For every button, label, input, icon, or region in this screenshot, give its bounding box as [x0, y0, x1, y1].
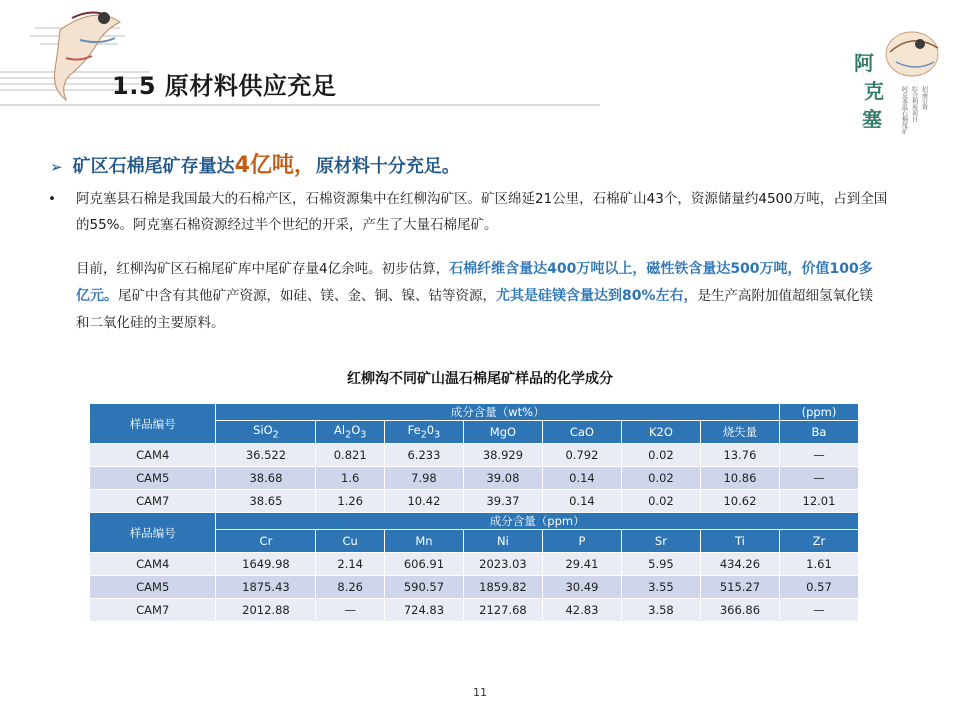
- column-header: Mn: [384, 530, 463, 553]
- headline: [50, 148, 460, 179]
- column-header: K2O: [621, 421, 700, 444]
- table-cell: 7.98: [384, 467, 463, 490]
- svg-text:克: 克: [864, 79, 884, 103]
- table-cell: 8.26: [316, 576, 384, 599]
- ppm-group-header: 成分含量（ppm）: [216, 513, 859, 530]
- svg-text:招商引资: 招商引资: [920, 86, 928, 110]
- svg-text:塞: 塞: [862, 107, 882, 131]
- column-header: Ba: [779, 421, 858, 444]
- table-cell: 42.83: [542, 599, 621, 622]
- wt-percent-header: 成分含量（wt%）: [216, 404, 780, 421]
- ppm-header: (ppm): [779, 404, 858, 421]
- table-cell: 2012.88: [216, 599, 316, 622]
- headline-post: 原材料十分充足。: [315, 156, 460, 177]
- table-cell: 0.02: [621, 467, 700, 490]
- table-cell: 590.57: [384, 576, 463, 599]
- table-cell: 1.61: [779, 553, 858, 576]
- table-cell: 12.01: [779, 490, 858, 513]
- column-header: Cu: [316, 530, 384, 553]
- table-row: [90, 553, 859, 576]
- table-cell: CAM5: [90, 576, 216, 599]
- bullet-dot: •: [48, 191, 56, 207]
- column-header: P: [542, 530, 621, 553]
- table-cell: CAM5: [90, 467, 216, 490]
- table-cell: CAM4: [90, 444, 216, 467]
- column-header: Zr: [779, 530, 858, 553]
- column-header: CaO: [542, 421, 621, 444]
- table-row: [90, 444, 859, 467]
- table-cell: 36.522: [216, 444, 316, 467]
- title-divider: [0, 104, 600, 106]
- chemical-composition-table: [89, 403, 859, 622]
- table-cell: 1.6: [316, 467, 384, 490]
- arrow-bullet-icon: ➢: [50, 158, 63, 176]
- table-cell: 434.26: [700, 553, 779, 576]
- column-header: Sr: [621, 530, 700, 553]
- table-row: [90, 599, 859, 622]
- table-cell: 515.27: [700, 576, 779, 599]
- estimate-paragraph: [76, 256, 882, 337]
- table-cell: 0.14: [542, 467, 621, 490]
- table-cell: 13.76: [700, 444, 779, 467]
- table-cell: 0.14: [542, 490, 621, 513]
- table-header-row: [90, 513, 859, 530]
- sample-id-header: 样品编号: [90, 513, 216, 553]
- table-cell: 0.821: [316, 444, 384, 467]
- estimate-text-3: 是生产高附加值超细氢氧化镁和二氧化硅的主要原料。: [76, 288, 874, 331]
- table-cell: 10.62: [700, 490, 779, 513]
- table-cell: —: [779, 599, 858, 622]
- table-cell: 724.83: [384, 599, 463, 622]
- estimate-highlight-1: 石棉纤维含量达400万吨以上，磁性铁含量达500万吨，价值100多亿元。: [76, 261, 873, 304]
- svg-text:综合利用项目: 综合利用项目: [910, 86, 918, 122]
- table-cell: 2023.03: [463, 553, 542, 576]
- column-header: $Al_2O_3$: [316, 421, 384, 444]
- page-title: 1.5 原材料供应充足: [112, 72, 337, 100]
- headline-highlight: 4亿吨，: [234, 153, 316, 178]
- intro-text: 阿克塞县石棉是我国最大的石棉产区，石棉资源集中在红柳沟矿区。矿区绵延21公里，石棉矿山43个，资源储量约4500万吨，占到全国的55%。阿克塞石棉资源经过半个世纪的开采，产生了大量石棉尾矿。: [76, 191, 888, 233]
- table-cell: —: [779, 467, 858, 490]
- column-header: SiO$_2$: [216, 421, 316, 444]
- table-title: 红柳沟不同矿山温石棉尾矿样品的化学成分: [347, 371, 613, 387]
- table-cell: 0.02: [621, 444, 700, 467]
- table-cell: 0.02: [621, 490, 700, 513]
- table-cell: 39.08: [463, 467, 542, 490]
- table-cell: —: [779, 444, 858, 467]
- table-cell: 6.233: [384, 444, 463, 467]
- table-cell: 1875.43: [216, 576, 316, 599]
- table-cell: 2.14: [316, 553, 384, 576]
- column-header: 烧失量: [700, 421, 779, 444]
- table-cell: 3.58: [621, 599, 700, 622]
- table-cell: CAM7: [90, 490, 216, 513]
- headline-pre: 矿区石棉尾矿存量达: [72, 156, 235, 177]
- table-cell: 0.57: [779, 576, 858, 599]
- column-header: MgO: [463, 421, 542, 444]
- table-cell: 10.42: [384, 490, 463, 513]
- table-cell: 1859.82: [463, 576, 542, 599]
- table-cell: 1649.98: [216, 553, 316, 576]
- table-row: [90, 490, 859, 513]
- sample-id-header: 样品编号: [90, 404, 216, 444]
- svg-text:阿: 阿: [854, 51, 874, 75]
- table-cell: —: [316, 599, 384, 622]
- table-cell: 29.41: [542, 553, 621, 576]
- column-header: Ni: [463, 530, 542, 553]
- estimate-text-1: 目前，红柳沟矿区石棉尾矿库中尾矿存量4亿余吨。初步估算，: [76, 261, 450, 277]
- table-cell: 5.95: [621, 553, 700, 576]
- page-number: 11: [473, 686, 487, 699]
- table-row: [90, 467, 859, 490]
- table-header-row: [90, 404, 859, 421]
- estimate-highlight-2: 尤其是硅镁含量达到80%左右，: [496, 288, 698, 304]
- table-cell: 366.86: [700, 599, 779, 622]
- table-cell: 38.929: [463, 444, 542, 467]
- table-cell: 606.91: [384, 553, 463, 576]
- intro-paragraph: [48, 186, 892, 238]
- table-cell: 2127.68: [463, 599, 542, 622]
- table-cell: 0.792: [542, 444, 621, 467]
- column-header: Cr: [216, 530, 316, 553]
- estimate-text-2: 尾矿中含有其他矿产资源，如硅、镁、金、铜、镍、钴等资源，: [118, 288, 496, 304]
- svg-text:阿克塞温石棉尾矿: 阿克塞温石棉尾矿: [900, 86, 908, 134]
- column-header: Ti: [700, 530, 779, 553]
- table-cell: 38.65: [216, 490, 316, 513]
- column-header: $Fe_20_3$: [384, 421, 463, 444]
- table-cell: CAM7: [90, 599, 216, 622]
- table-cell: 30.49: [542, 576, 621, 599]
- aksay-logo: [840, 22, 952, 150]
- table-row: [90, 576, 859, 599]
- table-cell: 1.26: [316, 490, 384, 513]
- table-cell: 10.86: [700, 467, 779, 490]
- table-cell: 3.55: [621, 576, 700, 599]
- table-cell: 38.68: [216, 467, 316, 490]
- table-cell: CAM4: [90, 553, 216, 576]
- table-cell: 39.37: [463, 490, 542, 513]
